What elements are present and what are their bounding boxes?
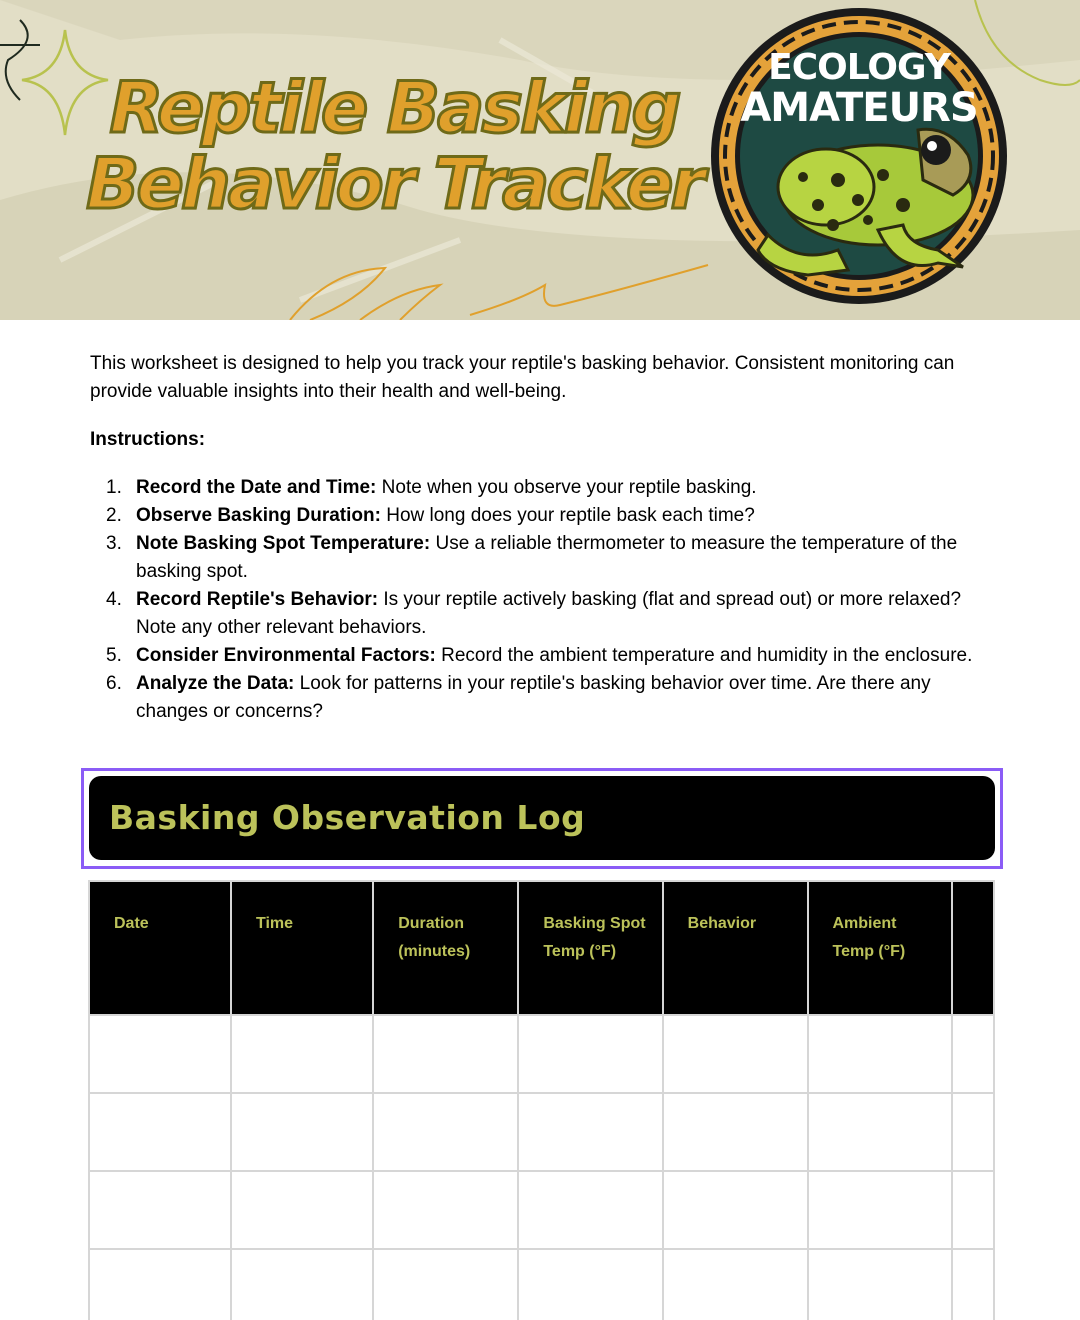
table-header-row <box>89 881 994 1015</box>
table-cell[interactable] <box>952 1249 994 1320</box>
table-cell[interactable] <box>373 1093 518 1171</box>
table-cell[interactable] <box>231 1249 373 1320</box>
table-cell[interactable] <box>373 1249 518 1320</box>
table-cell[interactable] <box>373 1171 518 1249</box>
ecology-amateurs-logo <box>708 5 1010 307</box>
table-cell[interactable] <box>663 1093 808 1171</box>
table-cell[interactable] <box>952 1171 994 1249</box>
selected-section-block[interactable] <box>81 768 1003 869</box>
table-cell[interactable] <box>518 1015 662 1093</box>
table-cell[interactable] <box>89 1249 231 1320</box>
table-cell[interactable] <box>518 1171 662 1249</box>
list-item <box>90 474 990 502</box>
table-row <box>89 1249 994 1320</box>
table-row <box>89 1093 994 1171</box>
table-cell[interactable] <box>663 1015 808 1093</box>
list-item <box>90 530 990 586</box>
table-cell[interactable] <box>89 1093 231 1171</box>
table-cell[interactable] <box>663 1171 808 1249</box>
column-header-overflow <box>952 881 994 1015</box>
step-label: Consider Environmental Factors: <box>136 645 436 666</box>
step-text: Use a reliable thermometer to measure the temperature of the basking spot. <box>136 533 958 582</box>
step-number: 3. <box>106 533 122 554</box>
column-header-ambient-temp: Ambient Temp (°F) <box>808 881 952 1015</box>
table-cell[interactable] <box>808 1093 952 1171</box>
step-text: Record the ambient temperature and humidity in the enclosure. <box>435 645 973 666</box>
step-label: Analyze the Data: <box>136 673 295 694</box>
column-header-duration: Duration (minutes) <box>373 881 518 1015</box>
table-cell[interactable] <box>231 1171 373 1249</box>
table-row <box>89 1015 994 1093</box>
header-banner <box>0 0 1080 320</box>
title-line-1: Reptile Basking <box>109 67 679 149</box>
instructions-list <box>90 474 990 726</box>
list-item <box>90 502 990 530</box>
list-item <box>90 586 990 642</box>
observation-log-table <box>88 880 995 1320</box>
step-text: Look for patterns in your reptile's basking behavior over time. Are there any changes or concerns? <box>136 673 931 722</box>
table-cell[interactable] <box>952 1093 994 1171</box>
table-cell[interactable] <box>231 1015 373 1093</box>
column-header-time: Time <box>231 881 373 1015</box>
table-cell[interactable] <box>373 1015 518 1093</box>
instructions-heading: Instructions: <box>90 429 206 450</box>
table-cell[interactable] <box>808 1249 952 1320</box>
table-cell[interactable] <box>231 1093 373 1171</box>
logo-text-ecology: ECOLOGY <box>768 47 950 88</box>
step-number: 6. <box>106 673 122 694</box>
step-number: 1. <box>106 477 122 498</box>
table-cell[interactable] <box>808 1171 952 1249</box>
intro-paragraph: This worksheet is designed to help you track your reptile's basking behavior. Consistent monitoring can provide valuable insights into their health and well-being. <box>90 353 955 402</box>
log-section-title: Basking Observation Log <box>109 798 586 837</box>
column-header-basking-spot-temp: Basking Spot Temp (°F) <box>518 881 662 1015</box>
page-title <box>74 67 714 225</box>
table-row <box>89 1171 994 1249</box>
table-cell[interactable] <box>89 1171 231 1249</box>
log-section-header <box>89 776 995 860</box>
table-cell[interactable] <box>518 1093 662 1171</box>
worksheet-content <box>90 350 990 726</box>
step-number: 2. <box>106 505 122 526</box>
step-number: 4. <box>106 589 122 610</box>
table-cell[interactable] <box>663 1249 808 1320</box>
list-item <box>90 670 990 726</box>
step-number: 5. <box>106 645 122 666</box>
table-cell[interactable] <box>518 1249 662 1320</box>
step-label: Note Basking Spot Temperature: <box>136 533 431 554</box>
step-text: Is your reptile actively basking (flat and spread out) or more relaxed? Note any other relevant behaviors. <box>136 589 962 638</box>
table-cell[interactable] <box>952 1015 994 1093</box>
logo-text-amateurs: AMATEURS <box>740 85 978 131</box>
table-cell[interactable] <box>89 1015 231 1093</box>
table-cell[interactable] <box>808 1015 952 1093</box>
title-line-2: Behavior Tracker <box>86 143 702 225</box>
list-item <box>90 642 990 670</box>
step-text: How long does your reptile bask each time? <box>380 505 755 526</box>
column-header-behavior: Behavior <box>663 881 808 1015</box>
step-label: Record the Date and Time: <box>136 477 377 498</box>
step-label: Observe Basking Duration: <box>136 505 381 526</box>
step-text: Note when you observe your reptile basking. <box>376 477 757 498</box>
step-label: Record Reptile's Behavior: <box>136 589 379 610</box>
column-header-date: Date <box>89 881 231 1015</box>
